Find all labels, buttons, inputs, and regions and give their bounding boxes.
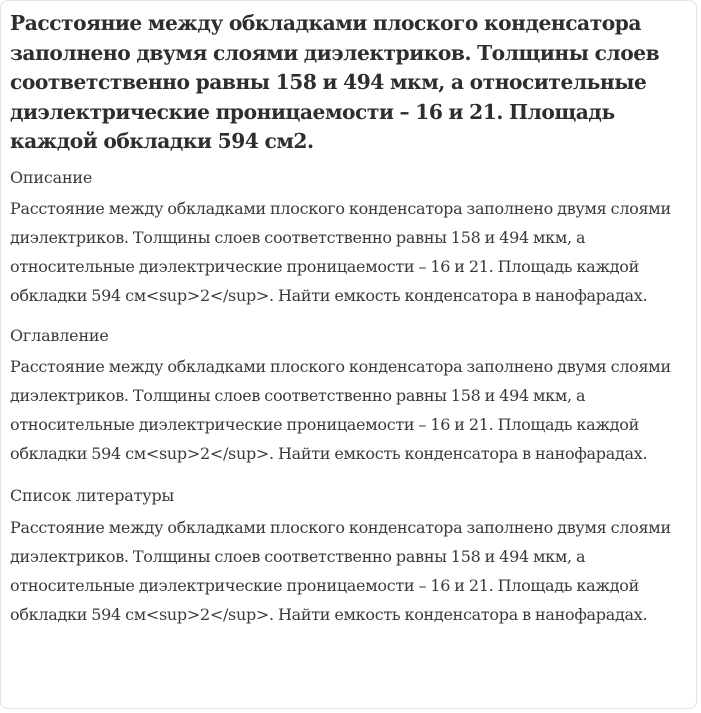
section-bibliography (10, 485, 688, 629)
section-description (10, 167, 688, 310)
section-heading-bibliography: Список литературы (10, 485, 175, 505)
page-title: Расстояние между обкладками плоского конденсатора заполнено двумя слоями диэлектриков. Толщины слоев соответственно равны 158 и 494 мкм, а относительные диэлектрические проницаемости – 16 и 21. Площадь каждой обкладки 594 см2. (10, 11, 660, 153)
section-contents (10, 325, 688, 468)
section-body-contents: Расстояние между обкладками плоского конденсатора заполнено двумя слоями диэлектриков. Толщины слоев соответственно равны 158 и 494 мкм, а относительные диэлектрические проницаемости – 16 и 21. Площадь каждой обкладки 594 см<sup>2</sup>. Найти емкость конденсатора в нанофарадах. (10, 356, 671, 463)
section-heading-contents: Оглавление (10, 325, 109, 345)
section-body-bibliography: Расстояние между обкладками плоского конденсатора заполнено двумя слоями диэлектриков. Толщины слоев соответственно равны 158 и 494 мкм, а относительные диэлектрические проницаемости – 16 и 21. Площадь каждой обкладки 594 см<sup>2</sup>. Найти емкость конденсатора в нанофарадах. (10, 517, 671, 624)
section-heading-description: Описание (10, 167, 93, 187)
section-body-description: Расстояние между обкладками плоского конденсатора заполнено двумя слоями диэлектриков. Толщины слоев соответственно равны 158 и 494 мкм, а относительные диэлектрические проницаемости – 16 и 21. Площадь каждой обкладки 594 см<sup>2</sup>. Найти емкость конденсатора в нанофарадах. (10, 198, 671, 305)
